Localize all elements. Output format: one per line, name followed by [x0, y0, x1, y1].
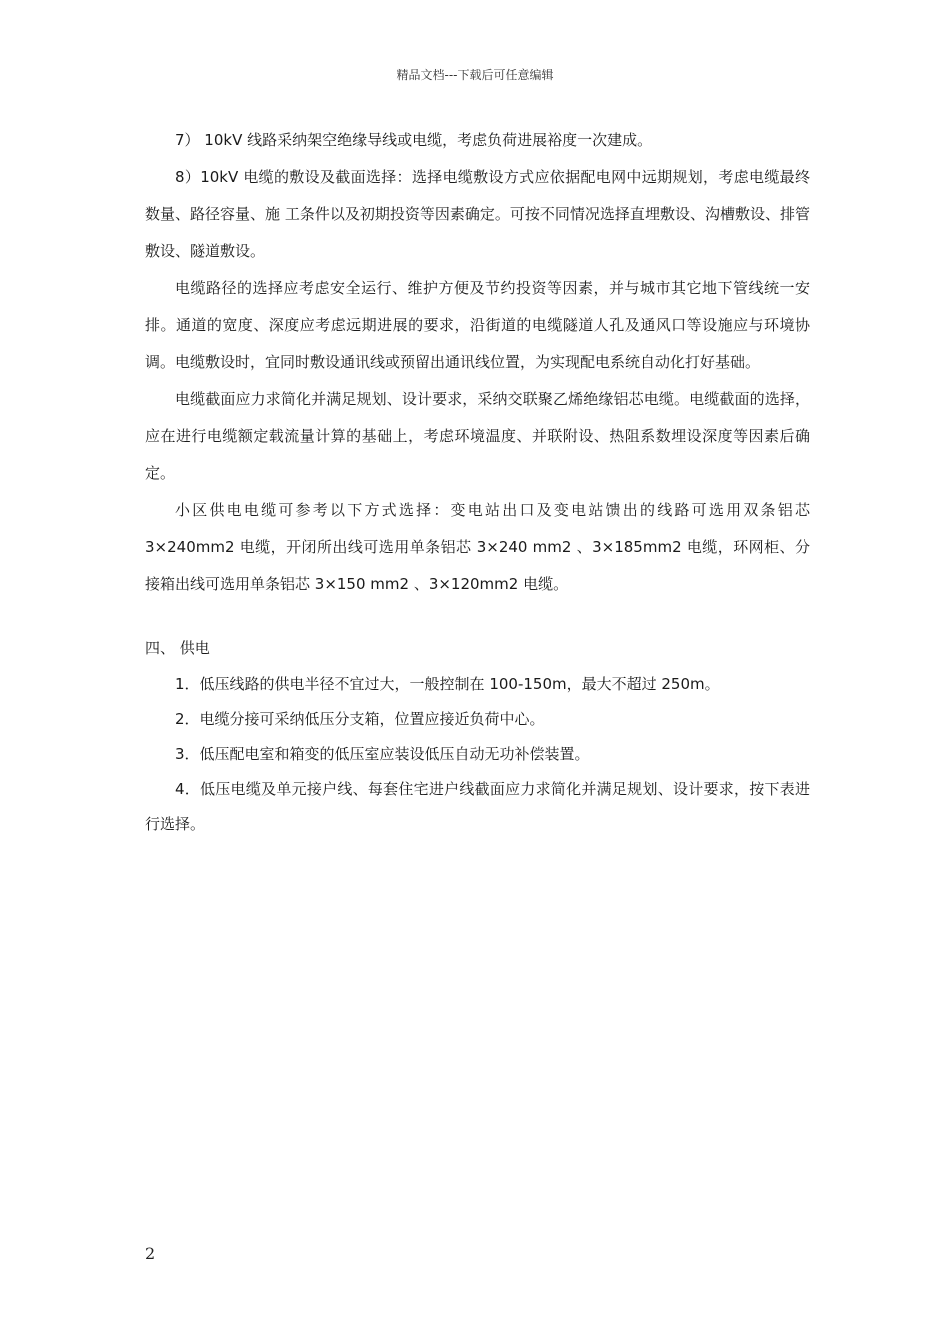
paragraph-4: 电缆截面应力求简化并满足规划、设计要求，采纳交联聚乙烯绝缘铝芯电缆。电缆截面的选择，应在进行电缆额定载流量计算的基础上，考虑环境温度、并联附设、热阻系数埋设深度等因素后确定。 [145, 390, 810, 482]
list-item-1: 1．低压线路的供电半径不宜过大，一般控制在 100-150m，最大不超过 250m。 [175, 675, 720, 693]
paragraph-3: 电缆路径的选择应考虑安全运行、维护方便及节约投资等因素，并与城市其它地下管线统一安排。通道的宽度、深度应考虑远期进展的要求，沿街道的电缆隧道人孔及通风口等设施应与环境协调。电缆敷设时，宜同时敷设通讯线或预留出通讯线位置，为实现配电系统自动化打好基础。 [145, 279, 810, 371]
section-heading: 四、 供电 [145, 639, 210, 657]
list-item-3: 3．低压配电室和箱变的低压室应装设低压自动无功补偿装置。 [175, 745, 590, 763]
list-item-2: 2．电缆分接可采纳低压分支箱，位置应接近负荷中心。 [175, 710, 545, 728]
paragraph-1: 7） 10kV 线路采纳架空绝缘导线或电缆，考虑负荷进展裕度一次建成。 [175, 131, 653, 149]
document-body [145, 122, 810, 842]
paragraph-2: 8）10kV 电缆的敷设及截面选择：选择电缆敷设方式应依据配电网中远期规划，考虑电缆最终数量、路径容量、施 工条件以及初期投资等因素确定。可按不同情况选择直埋敷设、沟槽敷设、排管敷设、隧道敷设。 [145, 168, 810, 260]
list-item-4: 4．低压电缆及单元接户线、每套住宅进户线截面应力求简化并满足规划、设计要求，按下表进行选择。 [145, 780, 810, 833]
page-header: 精品文档---下载后可任意编辑 [396, 68, 554, 82]
paragraph-5: 小区供电电缆可参考以下方式选择：变电站出口及变电站馈出的线路可选用双条铝芯3×240mm2 电缆，开闭所出线可选用单条铝芯 3×240 mm2 、3×185mm2 电缆，环网柜、分接箱出线可选用单条铝芯 3×150 mm2 、3×120mm2 电缆。 [145, 501, 810, 593]
page-number: 2 [145, 1244, 156, 1263]
